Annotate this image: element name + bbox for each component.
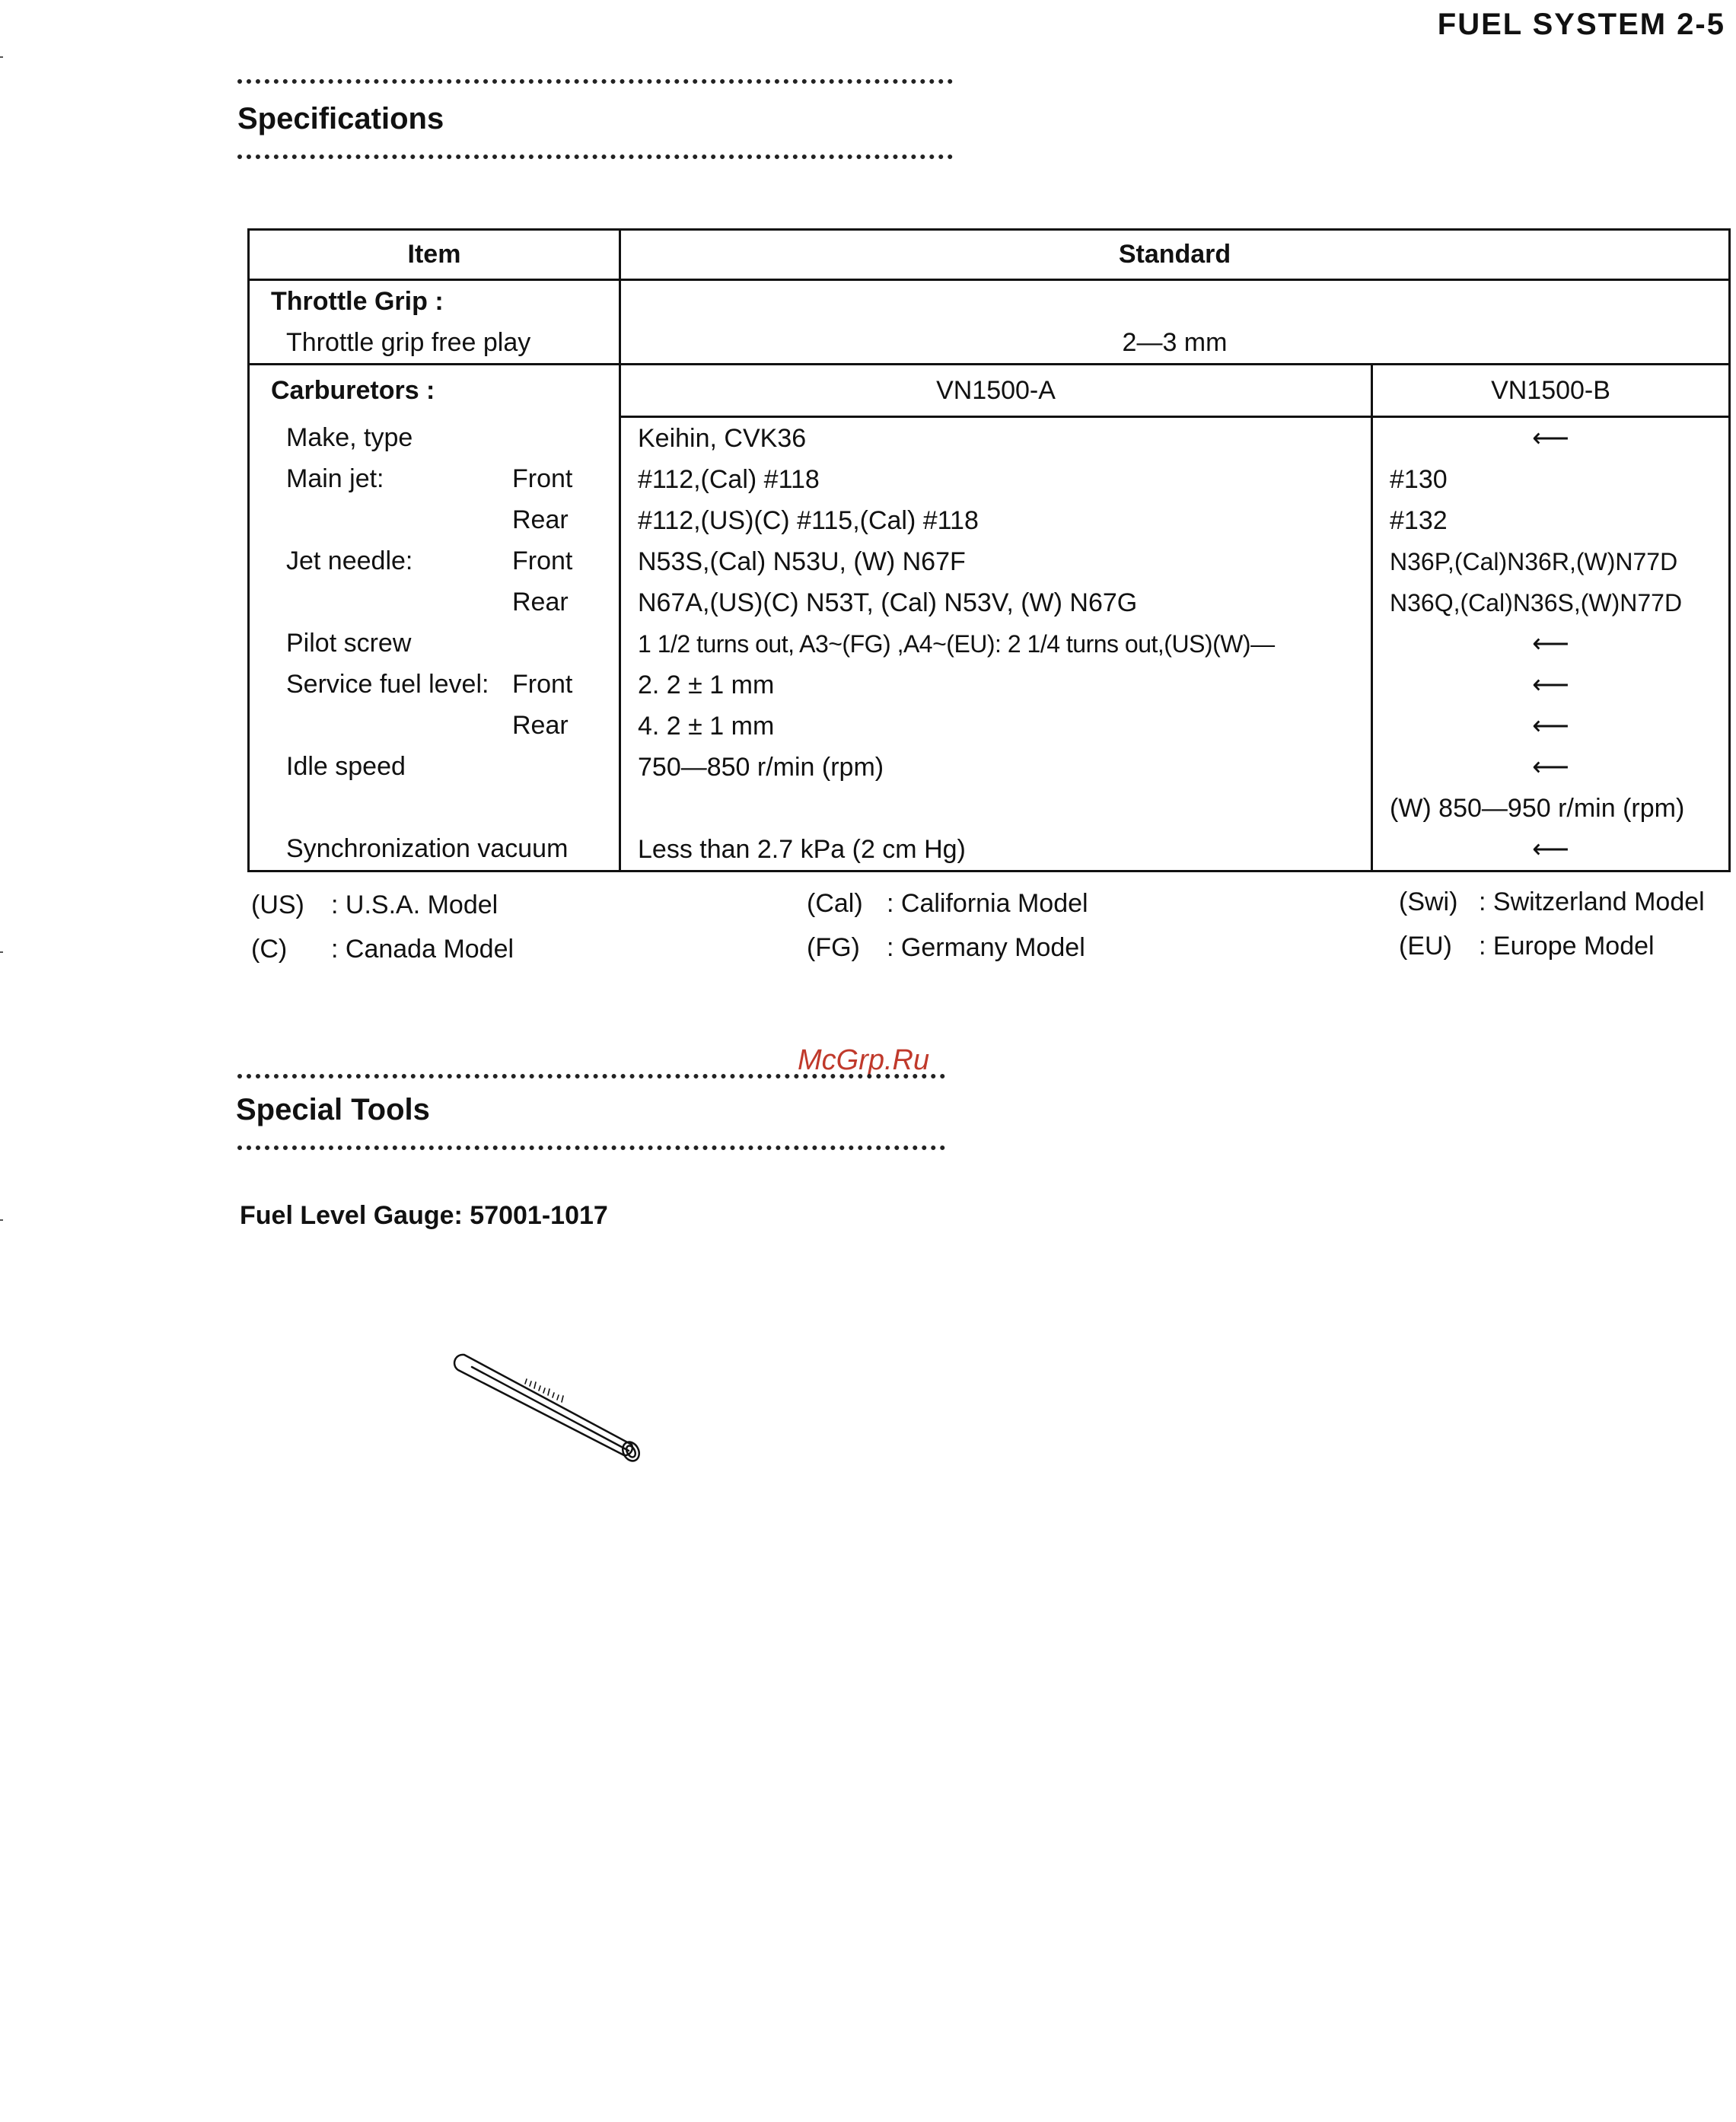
make-type-a: Keihin, CVK36: [638, 424, 807, 453]
jet-needle-rear-label: Rear: [512, 587, 569, 617]
same-as-left-arrow: ⟵: [1532, 753, 1569, 782]
note-text: : California Model: [887, 889, 1088, 918]
jet-needle-rear-row: [250, 581, 619, 623]
fuel-level-front-a: 2. 2 ± 1 mm: [638, 671, 775, 699]
idle-speed-b-w: (W) 850—950 r/min (rpm): [1390, 794, 1685, 823]
dotted-rule-bottom: [237, 1145, 945, 1150]
column-header-standard: Standard: [620, 230, 1730, 280]
jet-needle-front-b: N36P,(Cal)N36R,(W)N77D: [1390, 548, 1678, 575]
idle-speed-a: 750—850 r/min (rpm): [638, 753, 884, 782]
main-jet-rear-a: #112,(US)(C) #115,(Cal) #118: [638, 506, 979, 535]
carburetors-spec-row: [249, 417, 1730, 871]
main-jet-label: [250, 458, 619, 499]
pilot-screw-label: Pilot screw: [286, 628, 412, 658]
main-jet-text: Main jet:: [286, 464, 384, 493]
model-b-header: VN1500-B: [1491, 376, 1610, 405]
same-as-left-arrow: ⟵: [1532, 424, 1569, 453]
note-text: : Germany Model: [887, 933, 1085, 962]
page-header: FUEL SYSTEM 2-5: [1437, 8, 1725, 41]
main-jet-front-b: #130: [1390, 465, 1448, 494]
make-type-label: Make, type: [286, 422, 413, 452]
pilot-screw-a: 1 1/2 turns out, A3~(FG) ,A4~(EU): 2 1/4 turns out,(US)(W)—: [638, 630, 1275, 658]
fuel-level-rear-row: [250, 705, 619, 746]
note-us: [251, 891, 498, 920]
main-jet-rear-label: Rear: [512, 505, 569, 534]
jet-needle-label: [250, 540, 619, 581]
same-as-left-arrow: ⟵: [1532, 671, 1569, 699]
jet-needle-rear-a: N67A,(US)(C) N53T, (Cal) N53V, (W) N67G: [638, 588, 1138, 617]
note-key: (EU): [1399, 932, 1452, 961]
note-swi: [1399, 887, 1705, 917]
idle-speed-label: Idle speed: [286, 751, 406, 781]
note-key: (C): [251, 935, 288, 964]
note-key: (Cal): [807, 889, 863, 918]
jet-needle-text: Jet needle:: [286, 546, 413, 575]
fuel-level-rear-a: 4. 2 ± 1 mm: [638, 712, 775, 741]
note-key: (US): [251, 891, 304, 919]
tool-label: Fuel Level Gauge: 57001-1017: [240, 1201, 608, 1230]
throttle-grip-group: Throttle Grip :: [271, 287, 444, 316]
throttle-free-play-label: Throttle grip free play: [286, 328, 531, 357]
jet-needle-front-a: N53S,(Cal) N53U, (W) N67F: [638, 547, 966, 576]
main-jet-rear-b: #132: [1390, 506, 1448, 535]
column-header-item: Item: [249, 230, 620, 280]
fuel-level-text: Service fuel level:: [286, 669, 489, 699]
note-fg: [807, 933, 1085, 963]
gauge-tube-inner-line: [472, 1367, 629, 1451]
watermark: McGrp.Ru: [798, 1044, 930, 1076]
fuel-level-label: [250, 664, 619, 705]
note-text: : U.S.A. Model: [331, 891, 499, 919]
table-header-row: [249, 230, 1730, 280]
sync-vacuum-label: Synchronization vacuum: [286, 833, 569, 863]
note-text: : Switzerland Model: [1479, 887, 1705, 916]
note-key: (Swi): [1399, 887, 1458, 916]
throttle-free-play-value: 2—3 mm: [1122, 328, 1228, 357]
carburetors-group: Carburetors :: [271, 376, 435, 405]
note-key: (FG): [807, 933, 860, 962]
dotted-rule-bottom: [237, 155, 953, 159]
throttle-grip-row: [249, 280, 1730, 365]
margin-mark: [0, 56, 3, 58]
margin-mark: [0, 951, 3, 953]
main-jet-rear-row: [250, 499, 619, 540]
note-text: : Europe Model: [1479, 932, 1655, 961]
fuel-level-gauge-illustration: [449, 1340, 662, 1469]
note-cal: [807, 889, 1088, 919]
carburetors-model-row: [249, 365, 1730, 417]
same-as-left-arrow: ⟵: [1532, 629, 1569, 658]
margin-mark: [0, 1219, 3, 1221]
same-as-left-arrow: ⟵: [1532, 835, 1569, 864]
model-a-header: VN1500-A: [936, 376, 1056, 405]
dotted-rule-top: [237, 1074, 945, 1079]
note-c: [251, 935, 514, 964]
main-jet-front-label: Front: [512, 464, 573, 493]
special-tools-title: Special Tools: [236, 1093, 430, 1126]
fuel-level-rear-label: Rear: [512, 710, 569, 740]
main-jet-front-a: #112,(Cal) #118: [638, 465, 820, 494]
specifications-table: [247, 228, 1731, 872]
dotted-rule-top: [237, 79, 953, 84]
jet-needle-front-label: Front: [512, 546, 573, 575]
sync-vacuum-a: Less than 2.7 kPa (2 cm Hg): [638, 835, 966, 864]
note-eu: [1399, 932, 1655, 961]
specifications-title: Specifications: [237, 102, 444, 135]
fuel-level-front-label: Front: [512, 669, 573, 699]
note-text: : Canada Model: [331, 935, 514, 964]
jet-needle-rear-b: N36Q,(Cal)N36S,(W)N77D: [1390, 589, 1683, 617]
same-as-left-arrow: ⟵: [1532, 712, 1569, 741]
